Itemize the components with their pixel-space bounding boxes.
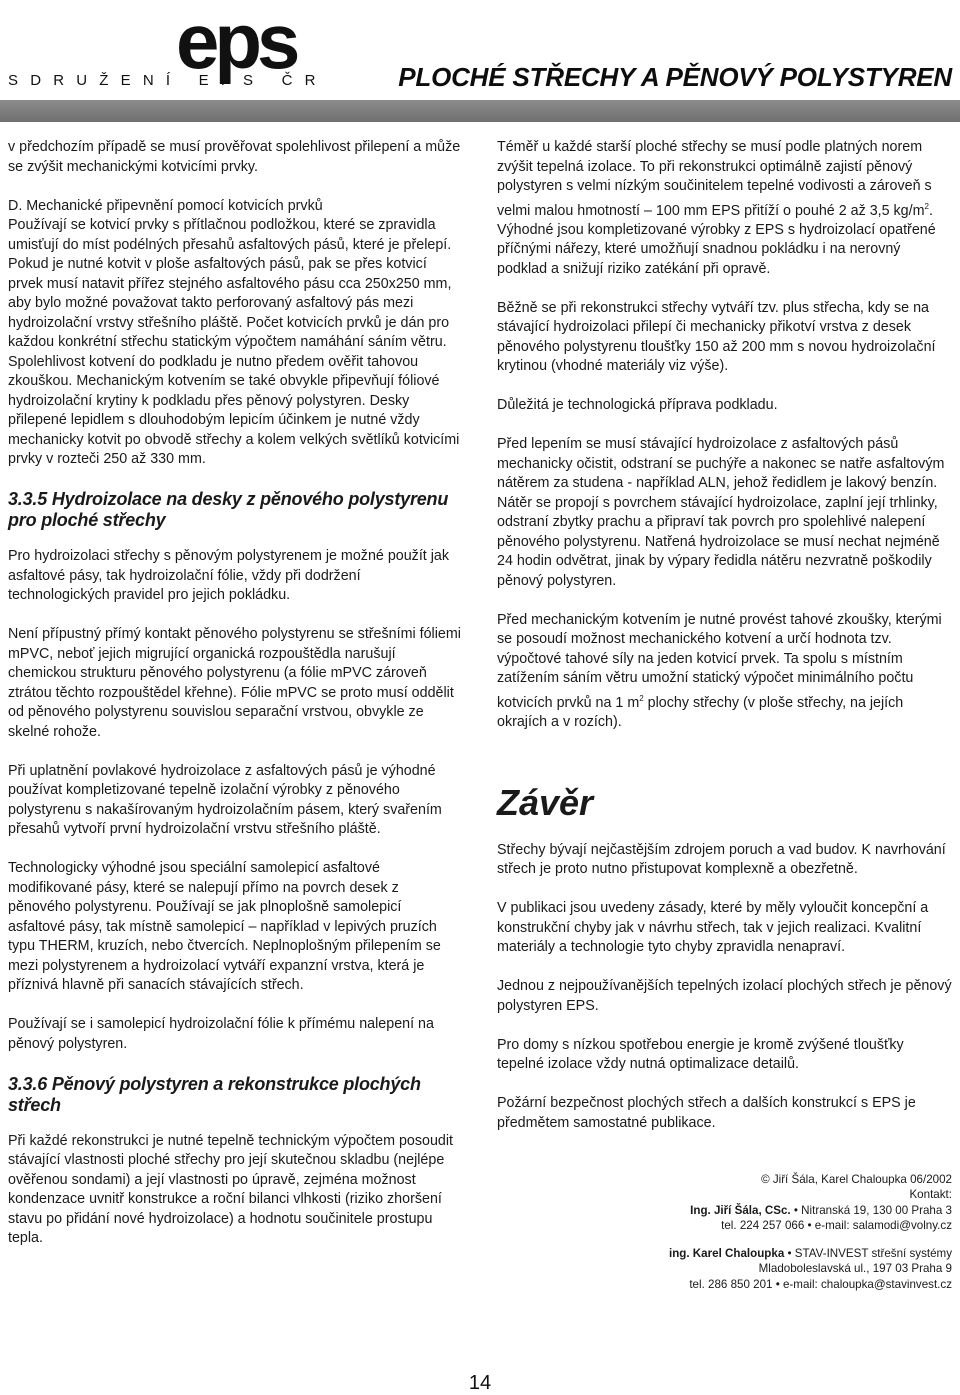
logo-subtitle: SDRUŽENÍ EPS ČR bbox=[8, 72, 328, 89]
paragraph: Jednou z nejpoužívanějších tepelných izolací plochých střech je pěnový polystyren EPS. bbox=[497, 978, 952, 1014]
paragraph: Střechy bývají nejčastějším zdrojem poruch a vad budov. K navrhování střech je proto nutno přistupovat komplexně a obezřetně. bbox=[497, 841, 946, 878]
paragraph: Pro hydroizolaci střechy s pěnovým polystyrenem je možné použít jak asfaltové pásy, tak hydroizolační fólie, vždy při dodržení technologických pravidel pro jejich pokládku. bbox=[8, 548, 450, 603]
author-1-address: • Nitranská 19, 130 00 Praha 3 bbox=[790, 1203, 952, 1217]
section-heading-3-3-5: 3.3.5 Hydroizolace na desky z pěnového polystyrenu pro ploché střechy bbox=[8, 489, 449, 530]
right-column bbox=[497, 138, 953, 1153]
contact-label: Kontakt: bbox=[909, 1188, 952, 1202]
paragraph-text: Téměř u každé starší ploché střechy se musí podle platných norem zvýšit tepelná izolace. To při rekonstrukci optimálně zajistí pěnový polystyren s velmi nízkým součinitelem tepelné vodivosti a zároveň s velmi malou hmotností – 100 mm EPS přitíží o pouhé 2 až 3,5 kg/m bbox=[497, 139, 932, 219]
conclusion-heading: Závěr bbox=[497, 781, 594, 823]
paragraph: Používají se i samolepicí hydroizolační fólie k přímému nalepení na pěnový polystyren. bbox=[8, 1016, 434, 1052]
paragraph bbox=[8, 197, 462, 470]
paragraph: Běžně se při rekonstrukci střechy vytváří tzv. plus střecha, kdy se na stávající hydroizolaci přilepí či mechanicky přikotví vrstva z desek pěnového polystyrenu tloušťky 150 až 200 mm s novou hydroizolační krytinou (vhodné materiály viz výše). bbox=[497, 299, 936, 375]
superscript: 2 bbox=[924, 201, 929, 211]
author-1-contact: tel. 224 257 066 • e-mail: salamodi@volny.cz bbox=[721, 1218, 952, 1232]
eps-logo bbox=[0, 0, 328, 100]
page-header-title: PLOCHÉ STŘECHY A PĚNOVÝ POLYSTYREN bbox=[398, 62, 952, 92]
paragraph: Není přípustný přímý kontakt pěnového polystyrenu se střešními fóliemi mPVC, neboť jejich migrující organická rozpouštědla narušují chemickou strukturu pěnového polystyrenu (a fólie mPVC zároveň ztrátou těchto rozpouštědel křehne). Fólie mPVC se proto musí oddělit od pěnového polystyrenu souvislou separační vrstvou, obvykle ze skelné rohože. bbox=[8, 626, 461, 740]
superscript: 2 bbox=[639, 693, 644, 703]
left-column bbox=[8, 138, 462, 1268]
author-2-name: ing. Karel Chaloupka bbox=[668, 1247, 785, 1261]
paragraph: Při každé rekonstrukci je nutné tepelně technickým výpočtem posoudit stávající vlastnosti ploché střechy pro její skutečnou skladbu (nejlépe ověřenou sondami) a její vlastnosti po úpravě, zejména možnost kondenzace uvnitř konstrukce a roční bilanci vlhkosti (riziko zhoršení stavu po přidání nové hydroizolace) a hodnotu součinitele prostupu tepla. bbox=[8, 1132, 454, 1246]
paragraph-text: Používají se kotvicí prvky s přítlačnou podložkou, které se zpravidla umisťují do míst podélných přesahů asfaltových pásů, které je přelepí. Pokud je nutné kotvit v ploše asfaltových pásů, pak se přes kotvicí prvek musí natavit přířez stejného asfaltového pásu cca 250x250 mm, aby bylo možné považovat takto perforovaný asfaltový pás mezi hydroizolační vrstvy střešního pláště. Počet kotvicích prvků je dán pro každou konkrétní střechu statickým výpočtem namáhání sáním větru. Spolehlivost kotvení do podkladu je nutno předem ověřit tahovou zkouškou. Mechanickým kotvením se také obvykle připevňují fóliové hydroizolační krytiny k podkladu přes pěnový polystyren. Desky přilepené lepidlem s dlouhodobým lepicím účinkem je nutné vždy mechanicky kotvit po obvodě střechy a kolem velkých světlíků kotvicími prvky v rozteči 250 až 330 mm. bbox=[8, 217, 460, 467]
copyright-line: © Jiří Šála, Karel Chaloupka 06/2002 bbox=[761, 1173, 952, 1186]
paragraph-text: Před mechanickým kotvením je nutné provést tahové zkoušky, kterými se posoudí možnost mechanického kotvení a určí hodnota tzv. výpočtové tahové síly na jeden kotvicí prvek. Ta spolu s místním zatížením sáním větru umožní statický výpočet minimálního počtu kotvicích prvků na 1 m bbox=[497, 611, 942, 711]
page-number: 14 bbox=[468, 1372, 492, 1394]
author-1-name: Ing. Jiří Šála, CSc. bbox=[690, 1203, 791, 1217]
paragraph: Technologicky výhodné jsou speciální samolepicí asfaltové modifikované pásy, které se nalepují přímo na povrch desek z pěnového polystyrenu. Používají se jak plnoplošně samolepicí asfaltové pásy, tak místně samolepicí – například v lepivých pruzích typu THERM, kruzích, nebo čtvercích. Neplnoplošným přilepením se mezi polystyrenem a hydroizolací vytváří expanzní vrstva, která je příznivá hlavně při sanacích stávajících střech. bbox=[8, 860, 441, 993]
paragraph: V publikaci jsou uvedeny zásady, které by měly vyloučit koncepční a konstrukční chyby jak v návrhu střech, tak v jejich realizaci. Kvalitní materiály a technologie tyto chyby zpravidla nenapraví. bbox=[497, 900, 929, 956]
paragraph: Důležitá je technologická příprava podkladu. bbox=[497, 397, 778, 414]
paragraph-text: . Výhodné jsou kompletizované výrobky z EPS s hydroizolací opatřené příčnými nářezy, které umožňují snadnou pokládku i na nerovný podklad a snižují riziko zatékání při opravě. bbox=[497, 202, 936, 277]
logo-mark: eps bbox=[176, 0, 296, 85]
paragraph: Pro domy s nízkou spotřebou energie je kromě zvýšené tloušťky tepelné izolace vždy nutná optimalizace detailů. bbox=[497, 1036, 904, 1073]
header-rule bbox=[0, 100, 960, 122]
author-2-company: • STAV-INVEST střešní systémy bbox=[784, 1247, 952, 1261]
paragraph: Při uplatnění povlakové hydroizolace z asfaltových pásů je výhodné používat kompletizované tepelně izolační výrobky z pěnového polystyrenu s nakašírovaným hydroizolačním pásem, který svařením přesahů vytvoří první hydroizolační vrstvu střešního pláště. bbox=[8, 762, 442, 837]
author-2-contact: tel. 286 850 201 • e-mail: chaloupka@stavinvest.cz bbox=[689, 1277, 952, 1291]
paragraph: Požární bezpečnost plochých střech a dalších konstrukcí s EPS je předmětem samostatné publikace. bbox=[497, 1095, 916, 1131]
subheading: D. Mechanické připevnění pomocí kotvicích prvků bbox=[8, 197, 323, 214]
paragraph-text: plochy střechy (v ploše střechy, na jejích okrajích a v rozích). bbox=[497, 694, 904, 731]
paragraph bbox=[497, 138, 953, 279]
section-heading-3-3-6: 3.3.6 Pěnový polystyren a rekonstrukce plochých střech bbox=[8, 1073, 421, 1115]
author-2-address: Mladoboleslavská ul., 197 03 Praha 9 bbox=[758, 1262, 952, 1276]
paragraph: Před lepením se musí stávající hydroizolace z asfaltových pásů mechanicky očistit, odstraní se puchýře a nakonec se natře asfaltovým nátěrem za studena - například ALN, jehož ředidlem je lakový benzín. Nátěr se propojí s povrchem stávající hydroizolace, zaplní její trhlinky, odstraní zbytky prachu a připraví tak povrch pro spolehlivé nalepení pěnového polystyrenu. Natřená hydroizolace se musí nechat nejméně 24 hodin odvětrat, jinak by výpary ředidla nátěru nezvratně poškodily pěnový polystyren. bbox=[497, 436, 945, 589]
author-credits bbox=[572, 1172, 952, 1292]
author-2 bbox=[572, 1246, 952, 1261]
paragraph: v předchozím případě se musí prověřovat spolehlivost přilepení a může se zvýšit mechanickými kotvicími prvky. bbox=[8, 139, 461, 175]
author-1 bbox=[572, 1203, 952, 1218]
paragraph bbox=[497, 611, 953, 733]
